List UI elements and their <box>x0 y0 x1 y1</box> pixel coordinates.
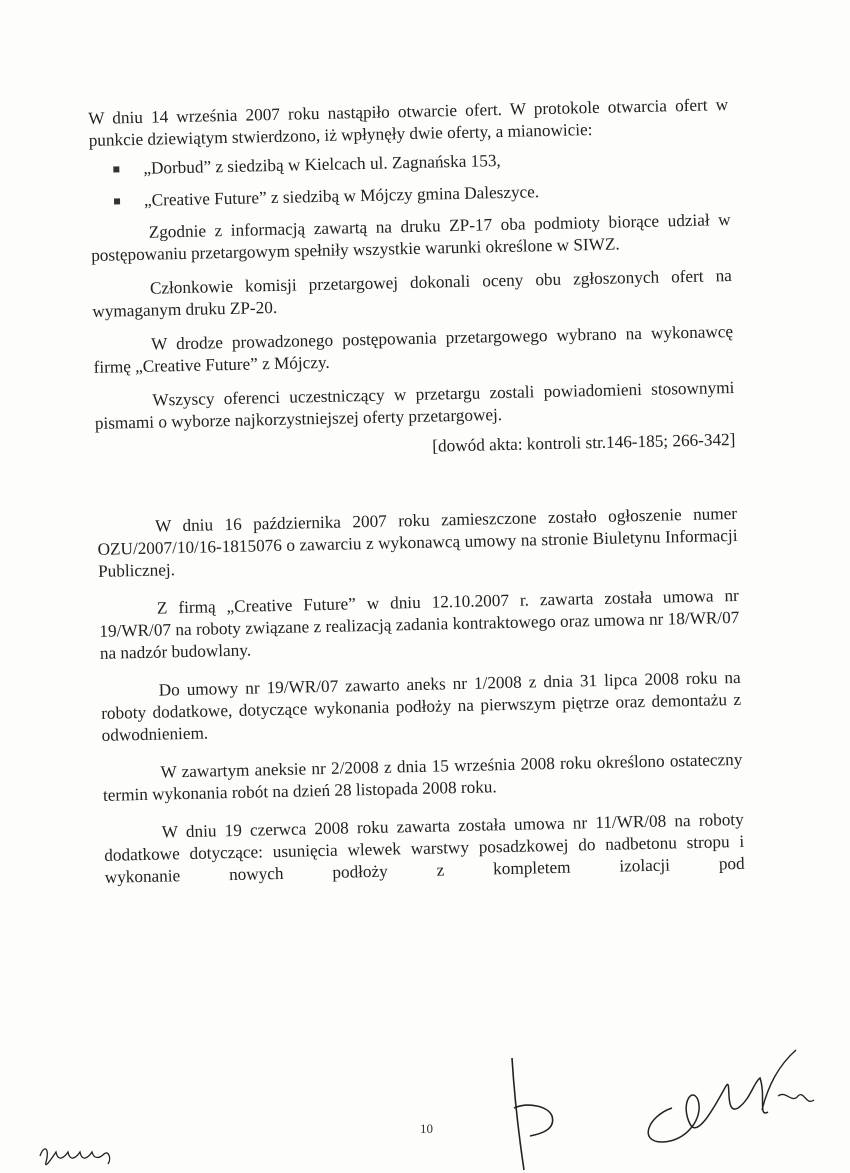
signature-center <box>500 1050 570 1173</box>
paragraph-bip-announcement: W dniu 16 października 2007 roku zamieszczone zostało ogłoszenie numer OZU/2007/10/16-1815076 o zawarciu z wykonawcą umowy na stronie Biuletynu Informacji Publicznej. <box>97 503 738 581</box>
paragraph-additional-works: W dniu 19 czerwca 2008 roku zawarta została umowa nr 11/WR/08 na roboty dodatkowe dotyczące: usunięcia wlewek warstwy posadzkowej do nadbetonu stropu i wykonanie nowych podłoży z kompletem izolacji pod <box>104 809 745 887</box>
offer-dorbud: „Dorbud” z siedzibą w Kielcach ul. Zagnańska 153, <box>143 151 501 178</box>
paragraph-zp17: Zgodnie z informacją zawartą na druku ZP-17 oba podmioty biorące udział w postępowaniu przetargowym spełniły wszystkie warunki określone w SIWZ. <box>91 210 731 265</box>
paragraph-zp20: Członkowie komisji przetargowej dokonali oceny obu zgłoszonych ofert na wymaganym druku ZP-20. <box>92 265 733 321</box>
paragraph-offer-opening: W dniu 14 września 2007 roku nastąpiło otwarcie ofert. W protokole otwarcia ofert w punkcie dziewiątym stwierdzono, iż wpłynęły dwie oferty, a mianowicie: <box>88 95 729 150</box>
bullet-icon <box>114 198 120 204</box>
offer-creative-future: „Creative Future” z siedzibą w Mójczy gmina Daleszyce. <box>143 182 540 210</box>
evidence-note: [dowód akta: kontroli str.146-185; 266-342] <box>432 429 736 456</box>
list-item <box>112 177 730 212</box>
paragraph-annex-2: W zawartym aneksie nr 2/2008 z dnia 15 września 2008 roku określono ostateczny termin wykonania robót na dzień 28 listopada 2008 roku. <box>102 749 743 805</box>
initials-bottom-left <box>34 1132 124 1173</box>
document-body <box>88 94 745 889</box>
paragraph-winner: W drodze prowadzonego postępowania przetargowego wybrano na wykonawcę firmę „Creative Future” z Mójczy. <box>93 321 734 377</box>
paragraph-contracts: Z firmą „Creative Future” w dniu 12.10.2007 r. zawarta została umowa nr 19/WR/07 na roboty związane z realizacją zadania kontraktowego oraz umowa nr 18/WR/07 na nadzór budowlany. <box>99 585 740 663</box>
signature-right <box>628 1038 818 1148</box>
paragraph-annex-1: Do umowy nr 19/WR/07 zawarto aneks nr 1/2008 z dnia 31 lipca 2008 roku na roboty dodatkowe, dotyczące wykonania podłoży na pierwszym piętrze oraz demontażu z odwodnieniem. <box>101 667 742 745</box>
list-item <box>111 145 729 180</box>
page-number: 10 <box>420 1121 433 1136</box>
bullet-icon <box>113 166 119 172</box>
paragraph-notification: Wszyscy oferenci uczestniczący w przetargu zostali powiadomieni stosownymi pismami o wyborze najkorzystniejszej oferty przetargowej. <box>94 377 735 433</box>
offer-list <box>111 145 730 212</box>
